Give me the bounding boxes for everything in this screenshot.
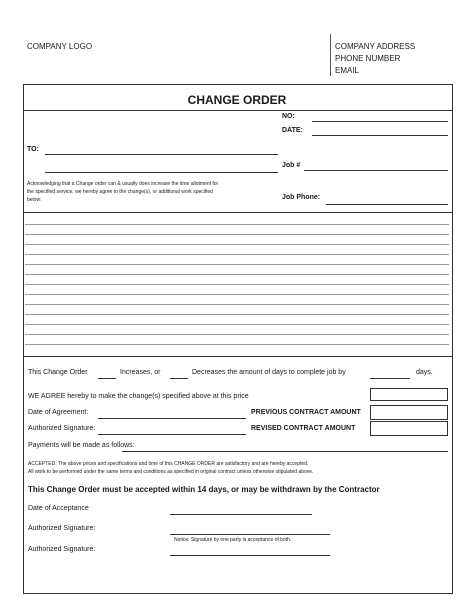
description-line[interactable] xyxy=(25,314,449,315)
acknowledgement-line-3: below: xyxy=(27,197,42,203)
date-label: DATE: xyxy=(282,127,303,134)
revised-contract-amount-box[interactable] xyxy=(370,421,448,436)
increases-field[interactable] xyxy=(98,378,116,379)
job-phone-field[interactable] xyxy=(326,204,448,205)
agree-text: WE AGREE hereby to make the change(s) specified above at this price xyxy=(28,393,249,400)
job-number-field[interactable] xyxy=(304,170,448,171)
price-box[interactable] xyxy=(370,388,448,401)
job-number-label: Job # xyxy=(282,162,301,169)
description-line[interactable] xyxy=(25,284,449,285)
authorized-signature-field[interactable] xyxy=(98,434,246,435)
form-title: CHANGE ORDER xyxy=(187,93,287,107)
description-line[interactable] xyxy=(25,244,449,245)
company-address: COMPANY ADDRESS xyxy=(335,42,416,51)
description-line[interactable] xyxy=(25,294,449,295)
form-border xyxy=(23,84,453,594)
deadline-text: This Change Order must be accepted within 14 days, or may be withdrawn by the Contractor xyxy=(28,485,380,494)
payments-label: Payments will be made as follows: xyxy=(28,442,135,449)
work-terms-text: All work to be performed under the same terms and conditions as specified in original contract unless otherwise stipulated above. xyxy=(28,469,314,475)
authorized-signature-field-2[interactable] xyxy=(170,534,330,535)
decreases-text: Decreases the amount of days to complete job by xyxy=(192,369,346,376)
previous-contract-amount-label: PREVIOUS CONTRACT AMOUNT xyxy=(251,409,361,416)
days-label: days. xyxy=(416,369,433,376)
accepted-text: ACCEPTED: The above prices and specifications and time of this CHANGE ORDER are satisfactory and are hereby accepted. xyxy=(28,461,309,467)
date-of-acceptance-field[interactable] xyxy=(170,514,312,515)
job-phone-label: Job Phone: xyxy=(282,194,321,201)
authorized-signature-label-2: Authorized Signature: xyxy=(28,525,96,532)
description-line[interactable] xyxy=(25,304,449,305)
change-order-text: This Change Order xyxy=(28,369,88,376)
date-of-agreement-label: Date of Agreement: xyxy=(28,409,89,416)
to-label: TO: xyxy=(27,146,39,153)
description-line[interactable] xyxy=(25,224,449,225)
description-line[interactable] xyxy=(25,274,449,275)
acknowledgement-line-1: Acknowledging that a Change order can & usually does increase the time allotment for xyxy=(27,181,219,187)
acknowledgement-line-2: the specified service, we hereby agree to the change(s), or additional work specified xyxy=(27,189,213,195)
header-divider xyxy=(330,34,331,76)
description-line[interactable] xyxy=(25,254,449,255)
to-field-line-2[interactable] xyxy=(45,172,278,173)
revised-contract-amount-label: REVISED CONTRACT AMOUNT xyxy=(251,425,356,432)
date-of-acceptance-label: Date of Acceptance xyxy=(28,505,89,512)
days-field[interactable] xyxy=(370,378,410,379)
description-line[interactable] xyxy=(25,264,449,265)
date-field[interactable] xyxy=(312,135,448,136)
title-separator xyxy=(23,110,453,111)
description-bottom-border xyxy=(23,356,453,357)
description-line[interactable] xyxy=(25,334,449,335)
authorized-signature-field-3[interactable] xyxy=(170,555,330,556)
decreases-field[interactable] xyxy=(170,378,188,379)
notice-text: Notice: Signature by one party is acceptance of both. xyxy=(174,537,292,543)
date-of-agreement-field[interactable] xyxy=(98,418,246,419)
to-field[interactable] xyxy=(45,154,278,155)
no-label: NO: xyxy=(282,113,295,120)
payments-field[interactable] xyxy=(122,451,448,452)
description-top-border xyxy=(23,212,453,213)
no-field[interactable] xyxy=(312,121,448,122)
description-line[interactable] xyxy=(25,234,449,235)
previous-contract-amount-box[interactable] xyxy=(370,405,448,420)
description-line[interactable] xyxy=(25,324,449,325)
company-logo-placeholder: COMPANY LOGO xyxy=(27,42,93,51)
phone-number: PHONE NUMBER xyxy=(335,54,401,63)
email: EMAIL xyxy=(335,66,360,75)
authorized-signature-label-3: Authorized Signature: xyxy=(28,546,96,553)
authorized-signature-label: Authorized Signature: xyxy=(28,425,96,432)
description-line[interactable] xyxy=(25,344,449,345)
increases-text: Increases, or xyxy=(120,369,161,376)
